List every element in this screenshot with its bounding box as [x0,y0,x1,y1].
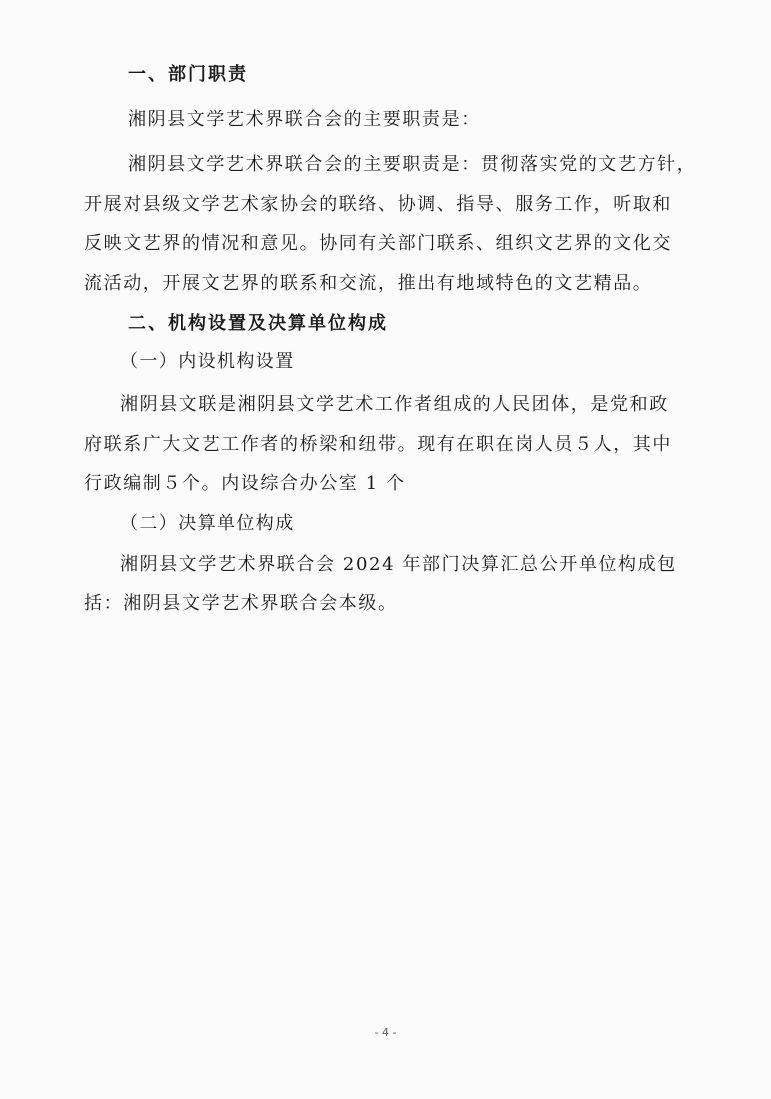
section1-intro: 湘阴县文学艺术界联合会的主要职责是： [128,109,481,130]
subsection1-body-line: 湘阴县文联是湘阴县文学艺术工作者组成的人民团体，是党和政 [120,394,669,415]
section1-heading: 一、部门职责 [128,64,248,85]
section1-body-line: 湘阴县文学艺术界联合会的主要职责是：贯彻落实党的文艺方针， [128,154,697,175]
section1-body-line: 反映文艺界的情况和意见。协同有关部门联系、组织文艺界的文化交 [84,233,672,254]
subsection2-heading: （二）决算单位构成 [120,513,295,534]
page-number: - 4 - [374,1026,397,1039]
section1-body-line: 流活动，开展文艺界的联系和交流，推出有地域特色的文艺精品。 [84,273,653,294]
subsection1-body-line: 府联系广大文艺工作者的桥梁和纽带。现有在职在岗人员５人，其中 [84,434,672,455]
subsection1-body-line: 行政编制５个。内设综合办公室 1 个 [84,473,406,494]
subsection2-body-line: 括：湘阴县文学艺术界联合会本级。 [84,593,398,614]
subsection2-body-line: 湘阴县文学艺术界联合会 2024 年部门决算汇总公开单位构成包 [120,554,677,575]
section2-heading: 二、机构设置及决算单位构成 [128,313,388,334]
section1-body-line: 开展对县级文学艺术家协会的联络、协调、指导、服务工作，听取和 [84,194,672,215]
subsection1-heading: （一）内设机构设置 [120,351,295,372]
